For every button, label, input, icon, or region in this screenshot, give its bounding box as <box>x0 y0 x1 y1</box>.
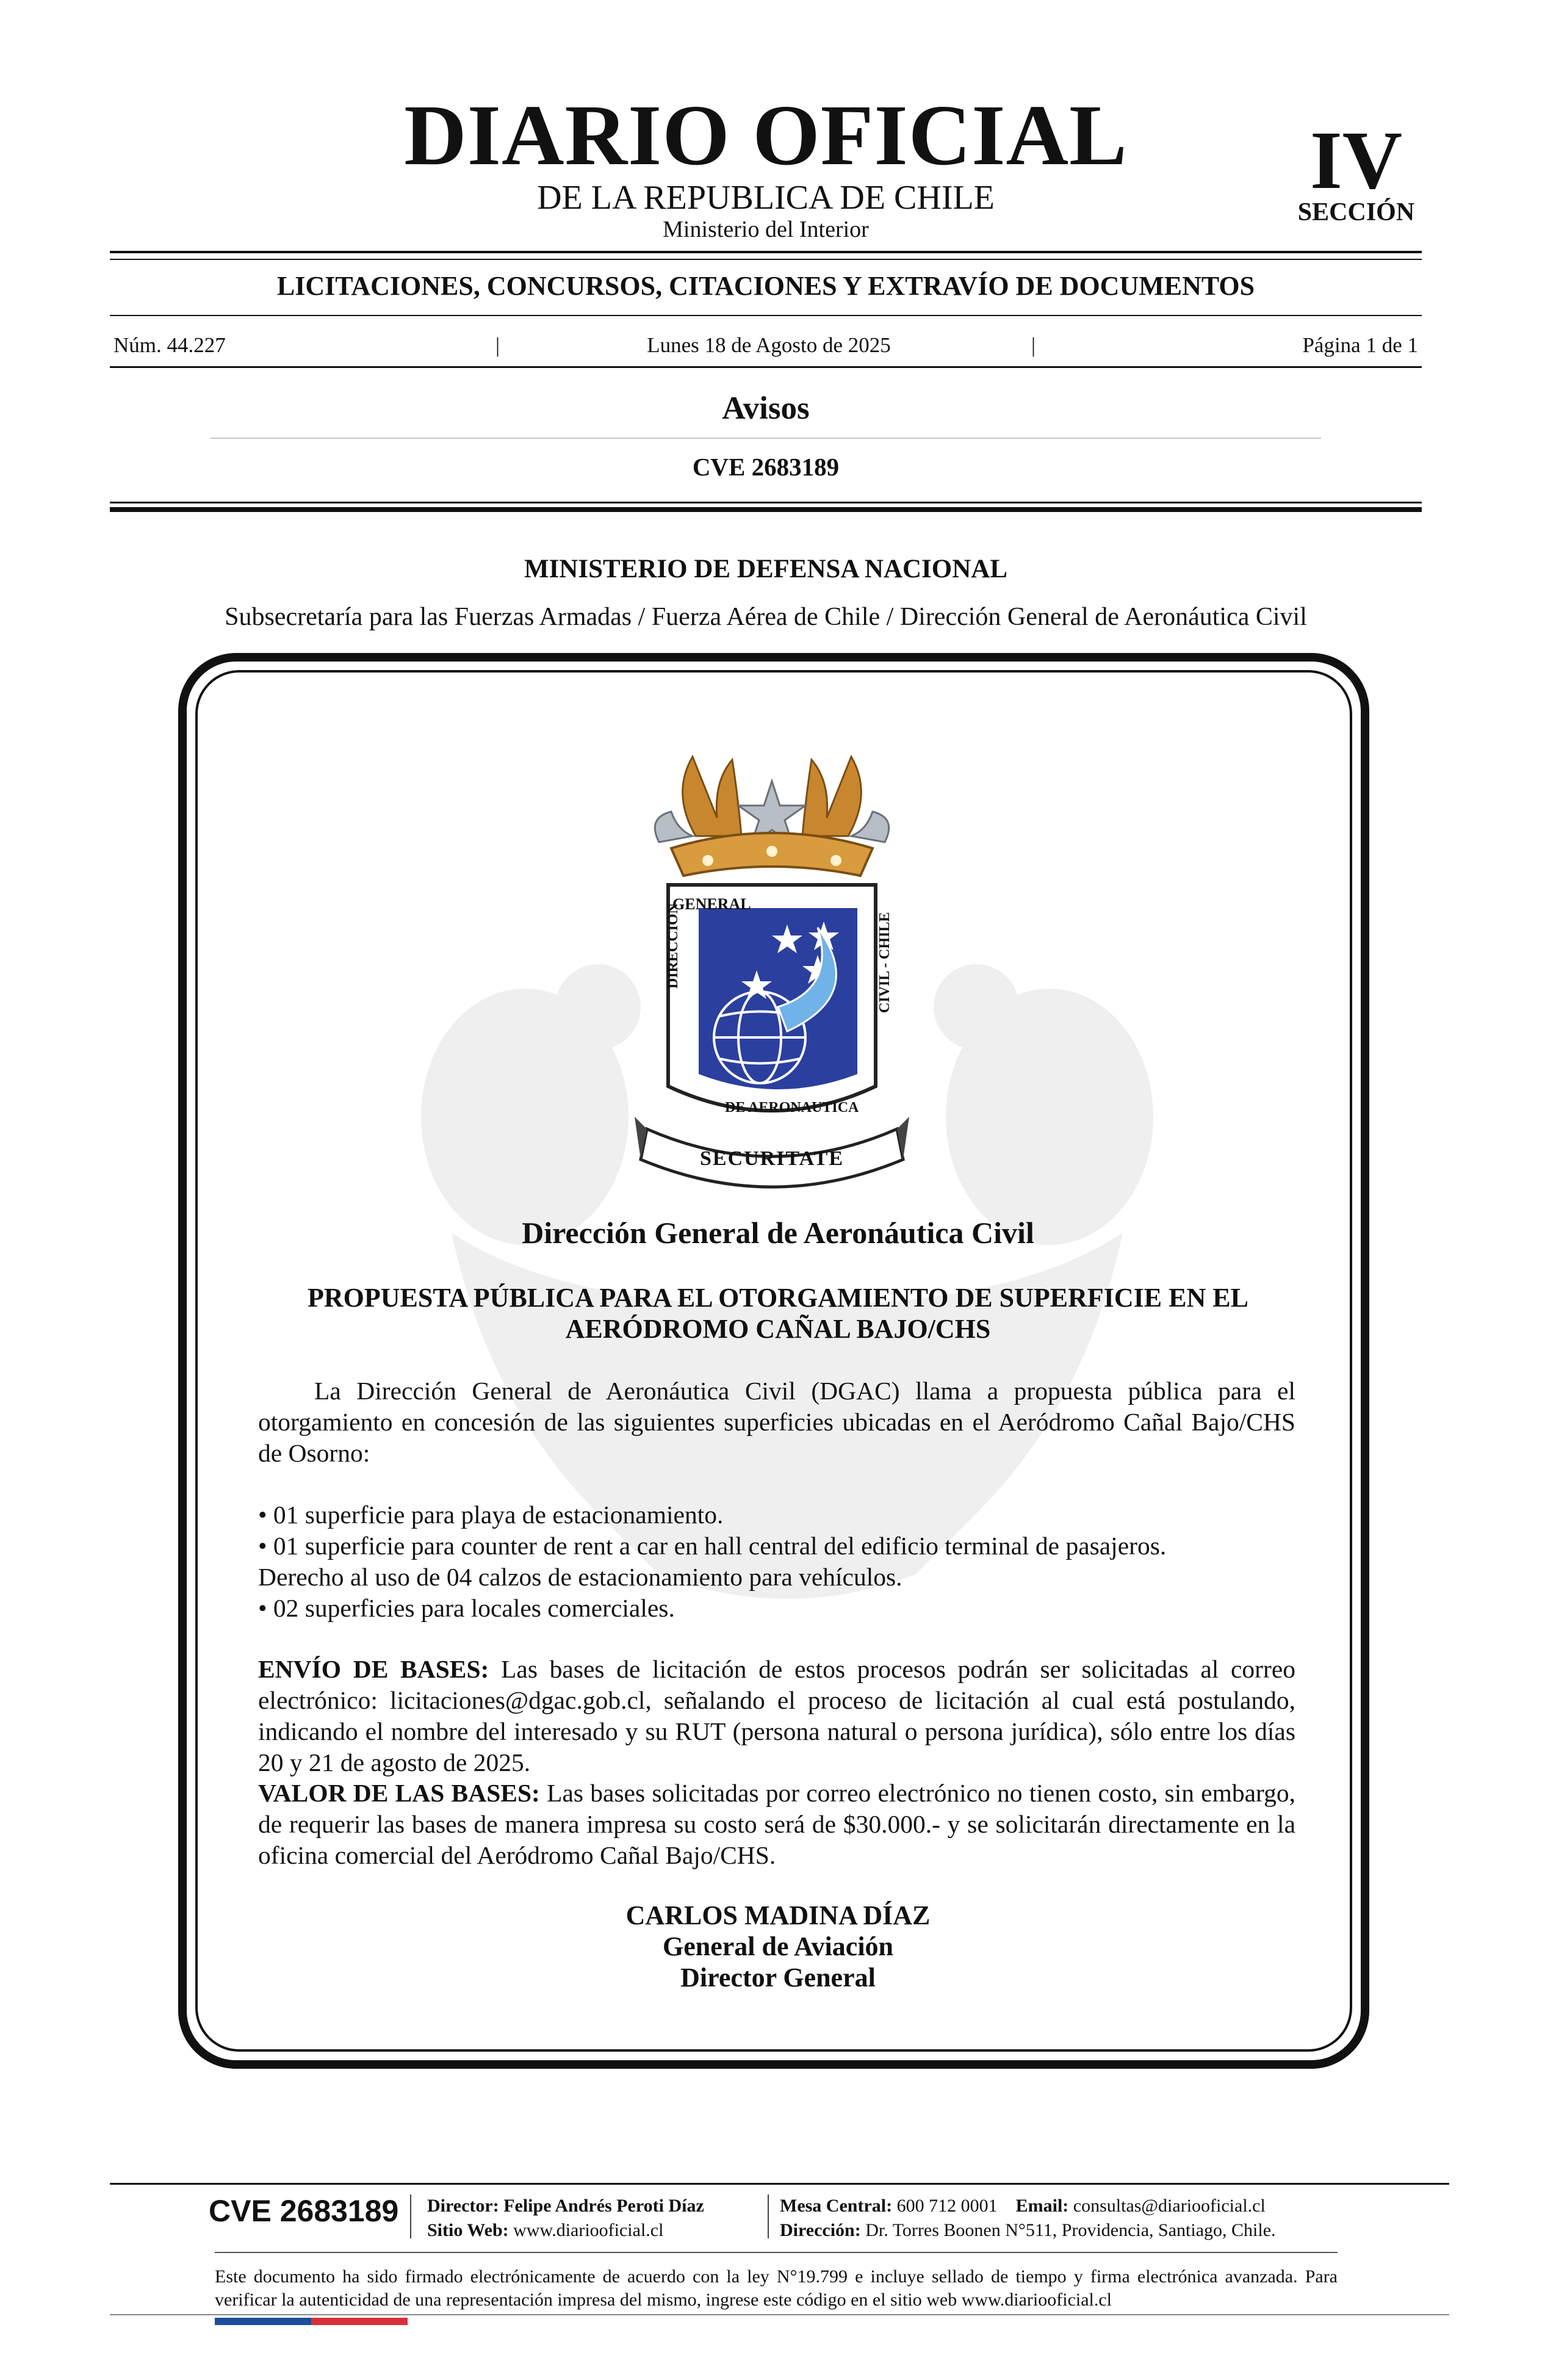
emblem-text-right: CIVIL - CHILE <box>877 912 893 1013</box>
notice-items <box>258 1499 1295 1624</box>
emblem-text-left: DIRECCION <box>665 903 681 989</box>
footer-website: Sitio Web: www.diariooficial.cl <box>427 2220 664 2240</box>
bases-value-paragraph <box>258 1778 1295 1871</box>
footer-rule <box>110 2183 1449 2185</box>
footer-legal-notice: Este documento ha sido firmado electrónicamente de acuerdo con la ley N°19.799 e incluye sellado de tiempo y firma electrónica avanzada. Para verificar la autenticidad de una representación impresa del mismo, ingrese este código en el sitio web www.diariooficial.cl <box>215 2266 1338 2310</box>
section-number: IV <box>1309 115 1403 206</box>
footer-cve: CVE 2683189 <box>209 2194 399 2228</box>
masthead-title: DIARIO OFICIAL <box>404 87 1128 183</box>
section-label: SECCIÓN <box>1297 198 1415 226</box>
flag-stripe <box>215 2318 408 2325</box>
signer-name: CARLOS MADINA DÍAZ <box>625 1900 931 1930</box>
category-heading: LICITACIONES, CONCURSOS, CITACIONES Y EXTRAVÍO DE DOCUMENTOS <box>276 271 1255 301</box>
emblem-text-bottom: DE AERONAUTICA <box>725 1100 859 1116</box>
emblem-text-top: GENERAL <box>672 895 751 913</box>
masthead-ministry: Ministerio del Interior <box>663 217 869 242</box>
bases-send-text: Las bases de licitación de estos procesos podrán ser solicitadas al correo electrónico: licitaciones@dgac.gob.cl, señalando el proceso de licitación al cual está postulando, indicando el nombre del interesado y su RUT (persona natural o persona jurídica), sólo entre los días 20 y 21 de agosto de 2025. <box>258 1655 1295 1776</box>
bases-value-text: Las bases solicitadas por correo electrónico no tienen costo, sin embargo, de requerir las bases de manera impresa su costo será de $30.000.- y se solicitarán directamente en la oficina comercial del Aeródromo Cañal Bajo/CHS. <box>258 1779 1296 1869</box>
bases-send-label: ENVÍO DE BASES: <box>258 1655 489 1683</box>
subsecretaria-line: Subsecretaría para las Fuerzas Armadas / Fuerza Aérea de Chile / Dirección General de Aeronáutica Civil <box>225 603 1307 631</box>
footer-bottom-rule <box>110 2314 1449 2315</box>
list-item: Derecho al uso de 04 calzos de estacionamiento para vehículos. <box>258 1563 902 1591</box>
issue-date: Lunes 18 de Agosto de 2025 <box>647 333 891 357</box>
signer-title: Director General <box>680 1963 876 1992</box>
notice-intro: La Dirección General de Aeronáutica Civil (DGAC) llama a propuesta pública para el otorgamiento en concesión de las siguientes superficies ubicadas en el Aeródromo Cañal Bajo/CHS de Osorno: <box>258 1377 1295 1467</box>
notice-title: PROPUESTA PÚBLICA PARA EL OTORGAMIENTO DE SUPERFICIE EN EL AERÓDROMO CAÑAL BAJO/CHS <box>308 1283 1248 1344</box>
ministry-name: MINISTERIO DE DEFENSA NACIONAL <box>524 555 1008 583</box>
emblem-ribbon-text: SECURITATE <box>699 1147 845 1170</box>
section-heading: Avisos <box>722 391 810 426</box>
cve-rule-thin <box>110 502 1422 503</box>
masthead-subtitle: DE LA REPUBLICA DE CHILE <box>537 179 995 217</box>
footer-divider <box>410 2194 411 2238</box>
bases-value-label: VALOR DE LAS BASES: <box>258 1779 540 1807</box>
issue-number: Núm. 44.227 <box>113 333 226 357</box>
footer-divider <box>768 2194 769 2238</box>
footer-director: Director: Felipe Andrés Peroti Díaz <box>427 2196 704 2216</box>
website-link[interactable]: www.diariooficial.cl <box>508 2220 664 2240</box>
cve-rule-thick <box>110 507 1422 512</box>
issue-separator: | <box>495 333 500 357</box>
list-item: • 02 superficies para locales comerciales. <box>258 1594 675 1622</box>
footer-inner-rule <box>215 2252 1338 2253</box>
flag-blue-stripe <box>215 2318 311 2325</box>
notice-entity: Dirección General de Aeronáutica Civil <box>522 1216 1034 1250</box>
footer-contact: Mesa Central: 600 712 0001 Email: consultas@diariooficial.cl <box>780 2196 1266 2216</box>
bases-send-paragraph <box>258 1654 1295 1778</box>
email-link[interactable]: consultas@diariooficial.cl <box>1068 2196 1266 2216</box>
list-item: • 01 superficie para playa de estacionamiento. <box>258 1501 724 1529</box>
list-item: • 01 superficie para counter de rent a car en hall central del edificio terminal de pasajeros. <box>258 1532 1167 1560</box>
footer-address: Dirección: Dr. Torres Boonen N°511, Providencia, Santiago, Chile. <box>780 2220 1276 2240</box>
issue-separator: | <box>1031 333 1036 357</box>
category-rule <box>110 315 1422 316</box>
cve-heading: CVE 2683189 <box>692 453 840 481</box>
masthead-rule-thin <box>110 259 1422 260</box>
flag-red-stripe <box>311 2318 408 2325</box>
issue-rule <box>110 366 1422 368</box>
masthead-rule-top <box>110 251 1422 253</box>
section-divider <box>211 438 1321 439</box>
signer-role: General de Aviación <box>662 1931 894 1961</box>
issue-page: Página 1 de 1 <box>1302 333 1418 357</box>
